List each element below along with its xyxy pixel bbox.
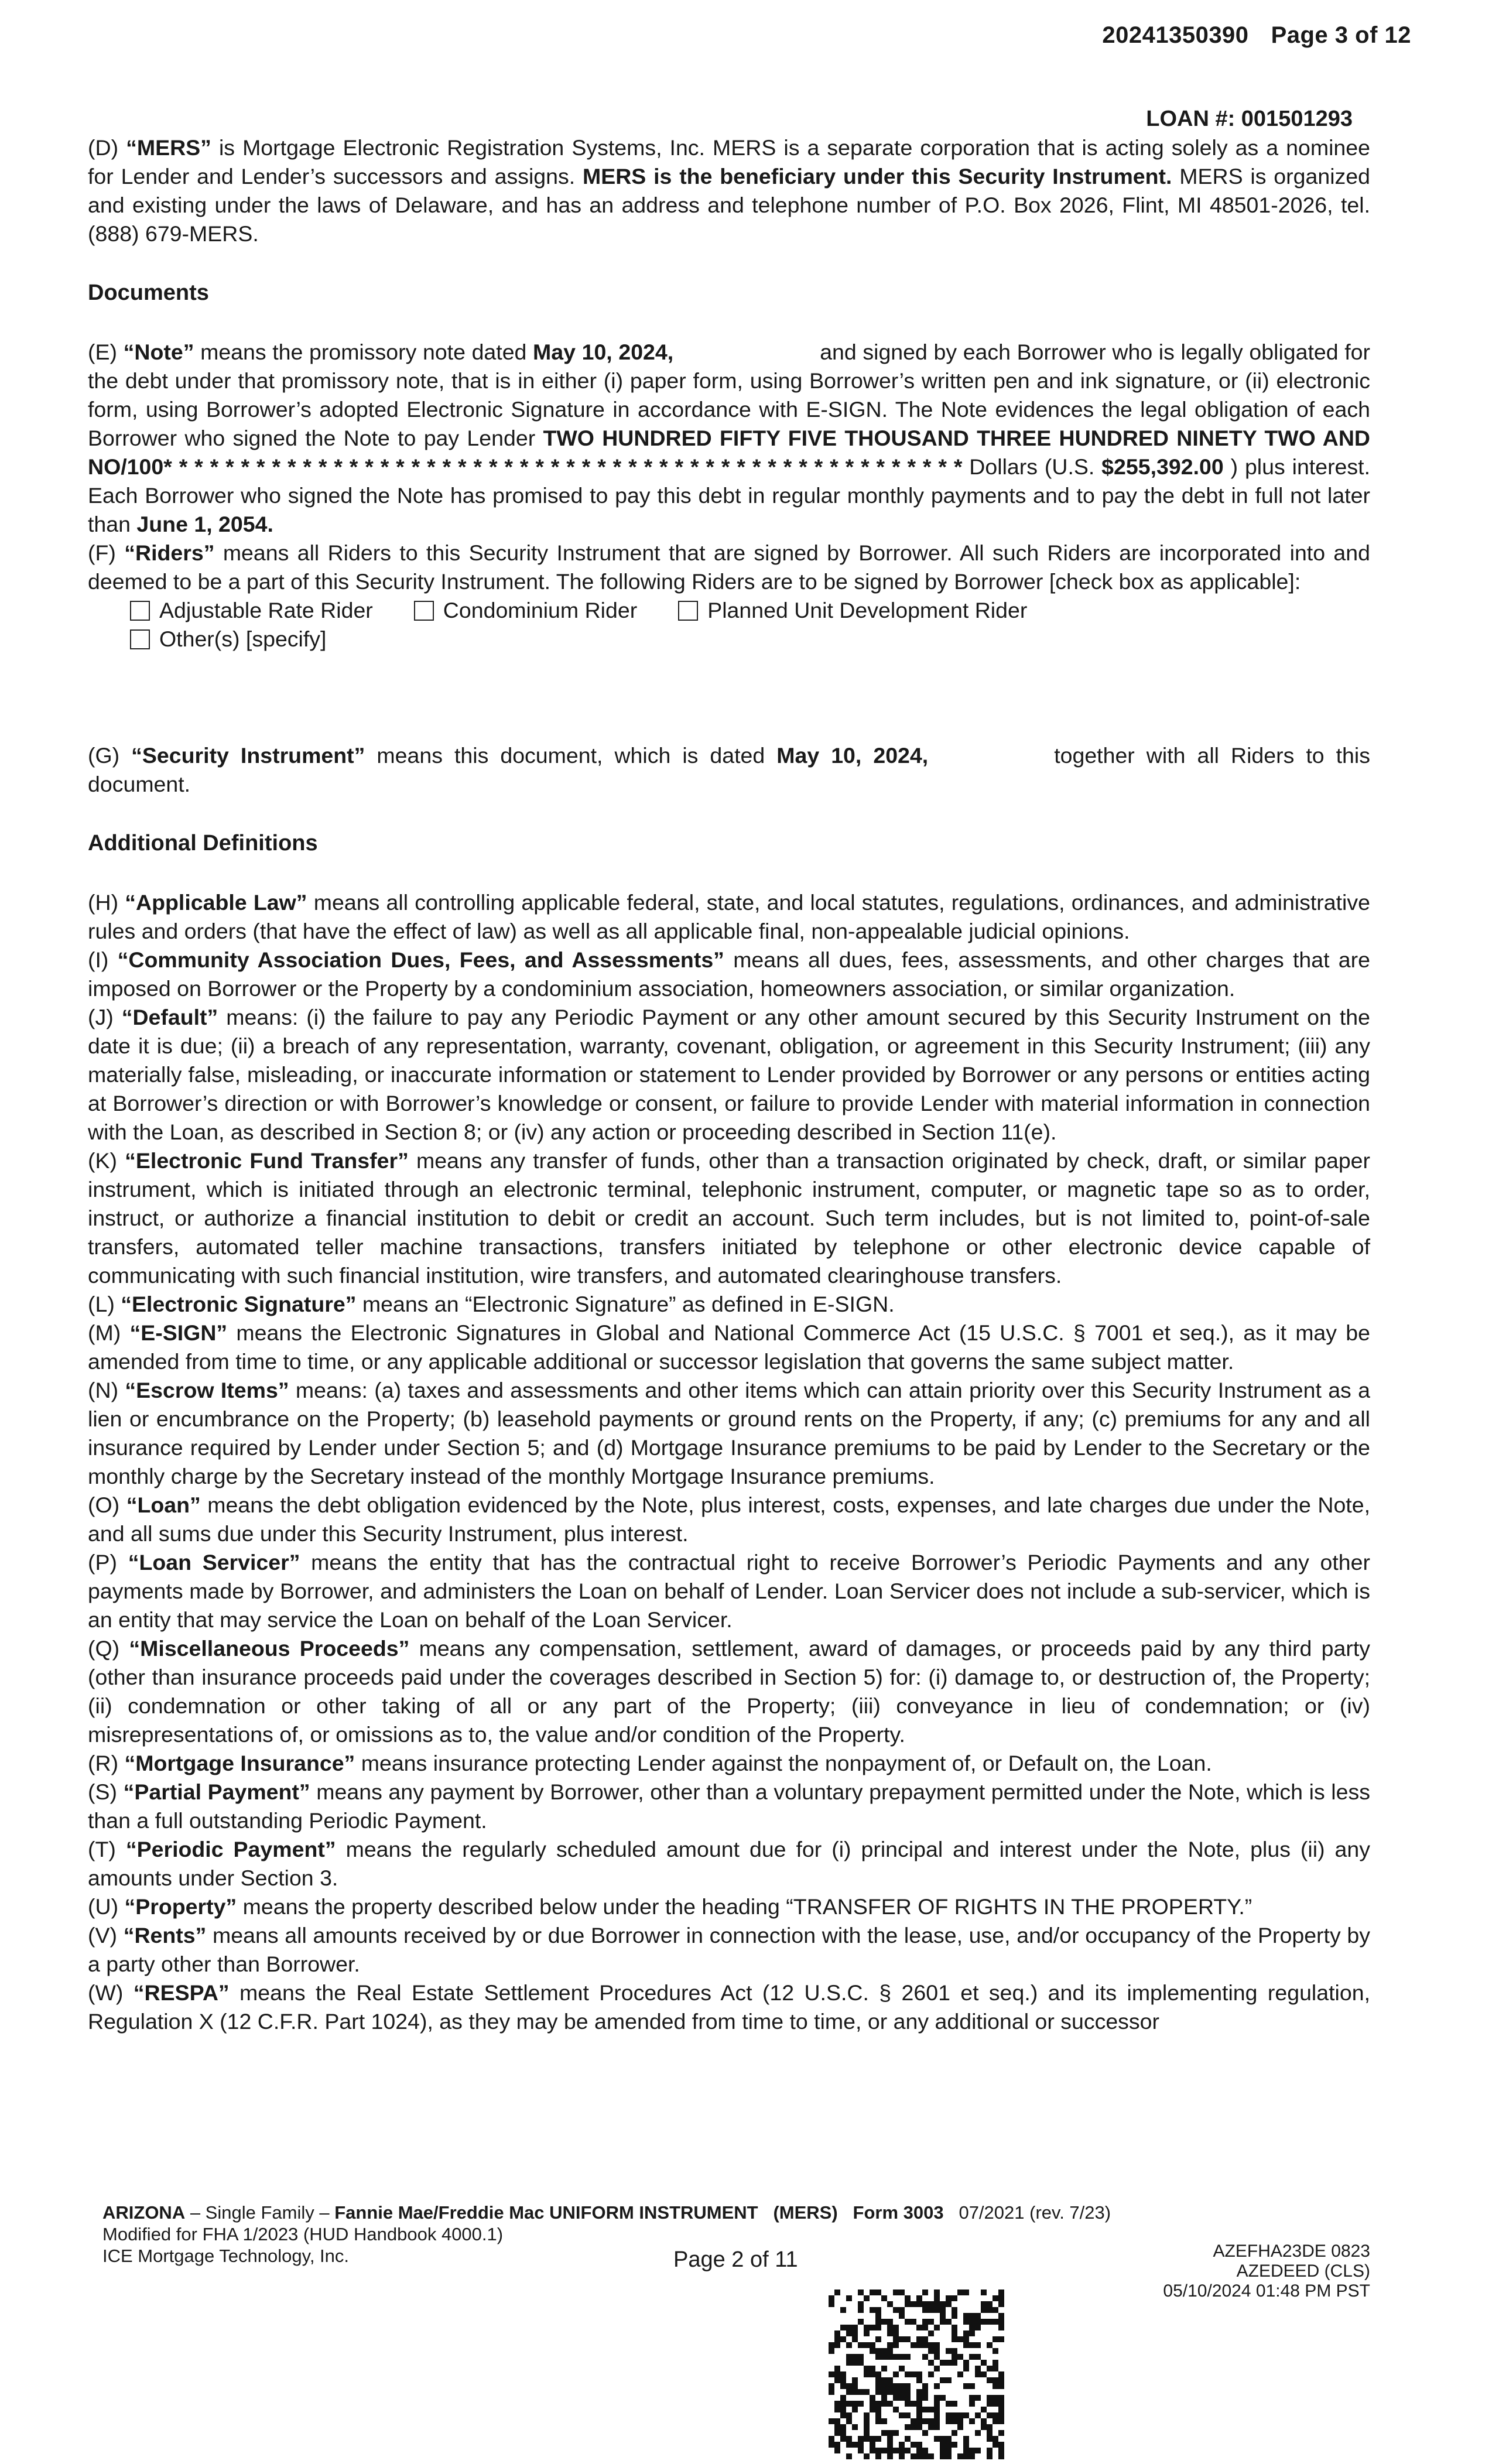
rider-checkbox-row-2 xyxy=(130,625,1370,653)
document-body xyxy=(88,134,1370,2036)
rider-checkbox-row xyxy=(130,596,1370,625)
rider-planned-unit-development[interactable]: Planned Unit Development Rider xyxy=(678,596,1027,625)
definition-s: (S) “Partial Payment” means any payment by Borrower, other than a voluntary prepayment permitted under the Note, which is less than a full outstanding Periodic Payment. xyxy=(88,1779,1370,1833)
definition-f: (F) “Riders” means all Riders to this Security Instrument that are signed by Borrower. All such Riders are incorporated into and deemed to be a part of this Security Instrument. The following Riders are to be signed by Borrower [check box as applicable]: xyxy=(88,540,1371,594)
rider-adjustable-rate[interactable]: Adjustable Rate Rider xyxy=(130,596,373,625)
definition-t: (T) “Periodic Payment” means the regularly scheduled amount due for (i) principal and interest under the Note, plus (ii) any amounts under Section 3. xyxy=(88,1837,1370,1890)
definition-u: (U) “Property” means the property described below under the heading “TRANSFER OF RIGHTS IN THE PROPERTY.” xyxy=(88,1894,1252,1919)
loan-number: LOAN #: 001501293 xyxy=(1146,107,1353,131)
definition-d: (D) “MERS” is Mortgage Electronic Registration Systems, Inc. MERS is a separate corporation that is acting solely as a nominee for Lender and Lender’s successors and assigns. MERS is the beneficiary under this Security Instrument. MERS is organized and existing under the laws of Delaware, and has an address and telephone number of P.O. Box 2026, Flint, MI 48501-2026, tel. (888) 679-MERS. xyxy=(88,135,1371,246)
checkbox[interactable] xyxy=(130,629,150,649)
checkbox[interactable] xyxy=(414,601,434,621)
definition-p: (P) “Loan Servicer” means the entity that has the contractual right to receive Borrower’s Periodic Payments and any other payments made by Borrower, and administers the Loan on behalf of Lender. Loan Servicer does not include a sub-servicer, which is an entity that may service the Loan on behalf of the Loan Servicer. xyxy=(88,1550,1370,1632)
definition-g: (G) “Security Instrument” means this document, which is dated May 10, 2024, together with all Riders to this document. xyxy=(88,743,1370,796)
section-heading-documents: Documents xyxy=(88,280,209,305)
definition-w: (W) “RESPA” means the Real Estate Settlement Procedures Act (12 U.S.C. § 2601 et seq.) and its implementing regulation, Regulation X (12 C.F.R. Part 1024), as they may be amended from time to time, or any additional or successor xyxy=(88,1980,1370,2034)
checkbox[interactable] xyxy=(678,601,698,621)
footer-right: AZEFHA23DE 0823 AZEDEED (CLS) 05/10/2024 01:48 PM PST xyxy=(1163,2241,1370,2301)
footer-left: ARIZONA – Single Family – Fannie Mae/Freddie Mac UNIFORM INSTRUMENT (MERS) Form 3003 07/2021 (rev. 7/23) Modified for FHA 1/2023 (HUD Handbook 4000.1) ICE Mortgage Technology, Inc. xyxy=(102,2202,1111,2266)
definition-h: (H) “Applicable Law” means all controlling applicable federal, state, and local statutes, regulations, ordinances, and administrative rules and orders (that have the effect of law) as well as all applicable final, non-appealable judicial opinions. xyxy=(88,890,1370,943)
definition-r: (R) “Mortgage Insurance” means insurance protecting Lender against the nonpayment of, or Default on, the Loan. xyxy=(88,1751,1212,1775)
definitions-list xyxy=(88,888,1370,2036)
definition-o: (O) “Loan” means the debt obligation evidenced by the Note, plus interest, costs, expenses, and late charges due under the Note, and all sums due under this Security Instrument, plus interest. xyxy=(88,1493,1370,1546)
barcode-icon xyxy=(829,2290,1004,2459)
definition-l: (L) “Electronic Signature” means an “Electronic Signature” as defined in E-SIGN. xyxy=(88,1292,895,1316)
definition-e: (E) “Note” means the promissory note dated May 10, 2024, and signed by each Borrower who is legally obligated for the debt under that promissory note, that is in either (i) paper form, using Borrower’s written pen and ink signature, or (ii) electronic form, using Borrower’s adopted Electronic Signature in accordance with E-SIGN. The Note evidences the legal obligation of each Borrower who signed the Note to pay Lender TWO HUNDRED FIFTY FIVE THOUSAND THREE HUNDRED NINETY TWO AND NO/100* * * * * * * * * * * * * * * * * * * * * * * * * * * * * * * * * * * * * * * * * * * * * * * * * * * * Dollars (U.S. $255,392.00 ) plus interest. Each Borrower who signed the Note has promised to pay this debt in regular monthly payments and to pay the debt in full not later than June 1, 2054. xyxy=(88,340,1370,536)
section-heading-additional-definitions: Additional Definitions xyxy=(88,831,318,855)
definition-m: (M) “E-SIGN” means the Electronic Signatures in Global and National Commerce Act (15 U.S.C. § 7001 et seq.), as it may be amended from time to time, or any applicable additional or successor legislation that governs the same subject matter. xyxy=(88,1320,1371,1374)
definition-n: (N) “Escrow Items” means: (a) taxes and assessments and other items which can attain priority over this Security Instrument as a lien or encumbrance on the Property; (b) leasehold payments or ground rents on the Property, if any; (c) premiums for any and all insurance required by Lender under Section 5; and (d) Mortgage Insurance premiums to be paid by Lender to the Secretary or the monthly charge by the Secretary instead of the monthly Mortgage Insurance premiums. xyxy=(88,1378,1370,1488)
definition-j: (J) “Default” means: (i) the failure to pay any Periodic Payment or any other amount secured by this Security Instrument on the date it is due; (ii) a breach of any representation, warranty, covenant, obligation, or agreement in this Security Instrument; (iii) any materially false, misleading, or inaccurate information or statement to Lender provided by Borrower or any persons or entities acting at Borrower’s direction or with Borrower’s knowledge or consent, or failure to provide Lender with material information in connection with the Loan, as described in Section 8; or (iv) any action or proceeding described in Section 11(e). xyxy=(88,1005,1370,1144)
rider-other[interactable]: Other(s) [specify] xyxy=(130,625,326,653)
rider-condominium[interactable]: Condominium Rider xyxy=(414,596,637,625)
footer-page-number: Page 2 of 11 xyxy=(673,2247,798,2272)
definition-q: (Q) “Miscellaneous Proceeds” means any compensation, settlement, award of damages, or proceeds paid by any third party (other than insurance proceeds paid under the coverages described in Section 5) for: (i) damage to, or destruction of, the Property; (ii) condemnation or other taking of all or any part of the Property; (iii) conveyance in lieu of condemnation; or (iv) misrepresentations of, or omissions as to, the value and/or condition of the Property. xyxy=(88,1636,1371,1747)
checkbox[interactable] xyxy=(130,601,150,621)
definition-k: (K) “Electronic Fund Transfer” means any transfer of funds, other than a transaction originated by check, draft, or similar paper instrument, which is initiated through an electronic terminal, telephonic instrument, computer, or magnetic tape so as to order, instruct, or authorize a financial institution to debit or credit an account. Such term includes, but is not limited to, point-of-sale transfers, automated teller machine transactions, transfers initiated by telephone or other electronic device capable of communicating with such financial institution, wire transfers, and automated clearinghouse transfers. xyxy=(88,1148,1371,1288)
definition-i: (I) “Community Association Dues, Fees, and Assessments” means all dues, fees, assessments, and other charges that are imposed on Borrower or the Property by a condominium association, homeowners association, or similar organization. xyxy=(88,947,1371,1001)
document-number: 20241350390 xyxy=(1102,22,1249,48)
definition-v: (V) “Rents” means all amounts received by or due Borrower in connection with the lease, use, and/or occupancy of the Property by a party other than Borrower. xyxy=(88,1923,1370,1976)
page-label: Page 3 of 12 xyxy=(1271,22,1411,48)
page-header xyxy=(1080,22,1411,49)
